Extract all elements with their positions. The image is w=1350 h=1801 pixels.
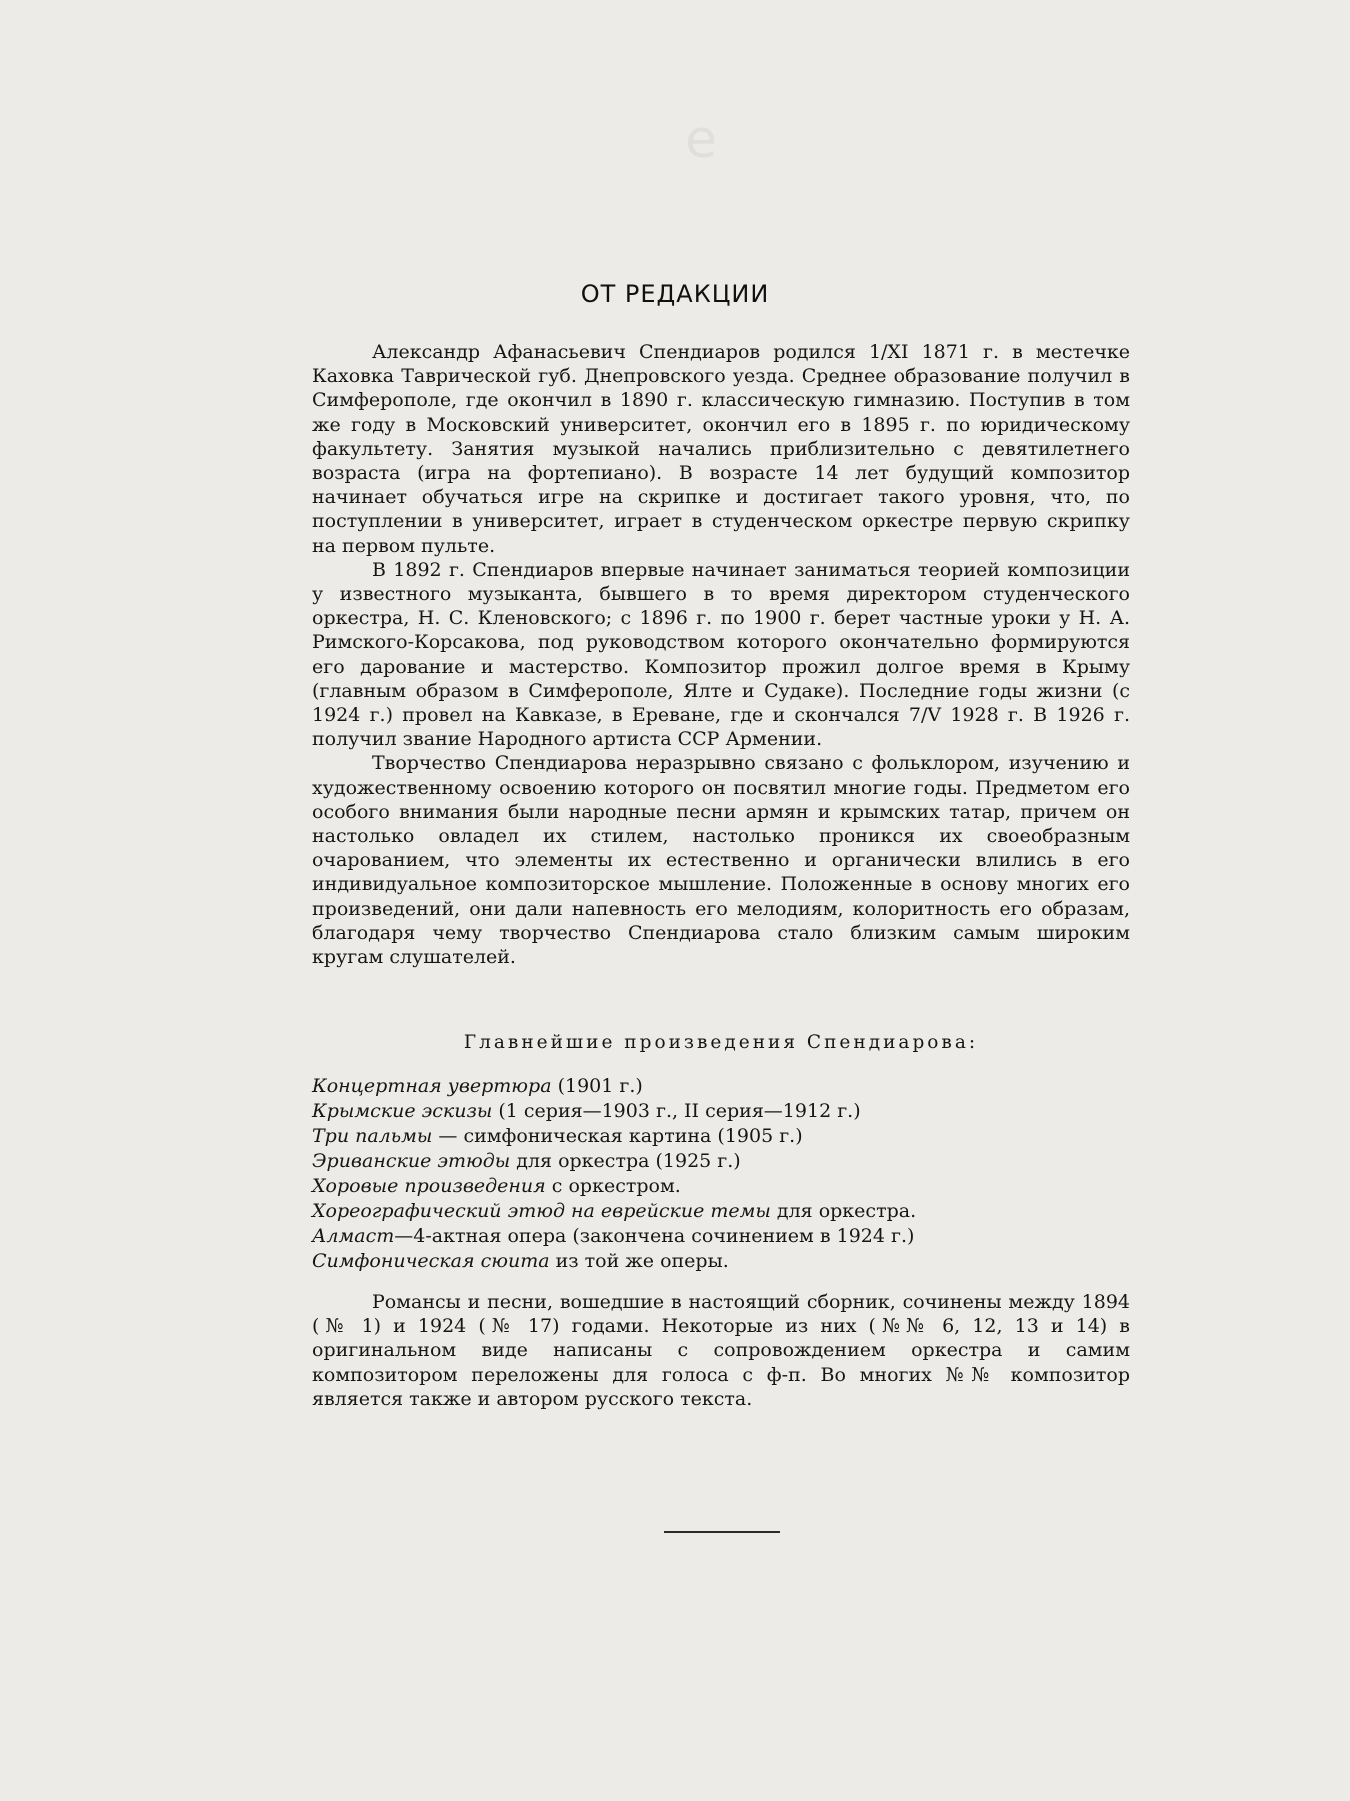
works-list [312, 1074, 1130, 1274]
list-item [312, 1174, 1130, 1199]
work-title: Хоровые произведения [312, 1175, 546, 1197]
list-item [312, 1199, 1130, 1224]
work-note: (1901 г.) [551, 1075, 643, 1097]
paragraph-career: В 1892 г. Спендиаров впервые начинает заниматься теорией композиции у известного музыканта, бывшего в то время директором студенческого оркестра, Н. С. Кленовского; с 1896 г. по 1900 г. берет частные уроки у Н. А. Римского-Корсакова, под руководством которого окончательно формируются его дарование и мастерство. Композитор прожил долгое время в Крыму (главным образом в Симферополе, Ялте и Судаке). Последние годы жизни (с 1924 г.) провел на Кавказе, в Ереване, где и скончался 7/V 1928 г. В 1926 г. получил звание Народного артиста ССР Армении. [312, 558, 1130, 751]
list-item [312, 1099, 1130, 1124]
work-title: Алмаст [312, 1225, 395, 1247]
paragraph-folklore: Творчество Спендиарова неразрывно связано с фольклором, изучению и художественному освоению которого он посвятил многие годы. Предметом его особого внимания были народные песни армян и крымских татар, причем он настолько овладел их стилем, настолько проникся их своеобразным очарованием, что элементы их естественно и органически влились в его индивидуальное композиторское мышление. Положенные в основу многих его произведений, они дали напевность его мелодиям, колоритность его образам, благодаря чему творчество Спендиарова стало близким самым широким кругам слушателей. [312, 752, 1130, 969]
work-title: Три пальмы [312, 1125, 433, 1147]
work-note: для оркестра. [770, 1200, 917, 1222]
list-item [312, 1074, 1130, 1099]
list-item [312, 1124, 1130, 1149]
page-title: ОТ РЕДАКЦИИ [580, 280, 770, 308]
list-item [312, 1224, 1130, 1249]
work-note: (1 серия—1903 г., II серия—1912 г.) [492, 1100, 861, 1122]
work-note: — симфоническая картина (1905 г.) [432, 1125, 803, 1147]
work-note: —4-актная опера (закончена сочинением в 1924 г.) [394, 1225, 915, 1247]
work-note: из той же оперы. [549, 1250, 729, 1272]
works-heading: Главнейшие произведения Спендиарова: [463, 1032, 979, 1053]
closing-divider [664, 1531, 780, 1533]
work-title: Крымские эскизы [312, 1100, 493, 1122]
intro-text [312, 340, 1130, 969]
show-through-decoration: ɘ [520, 110, 718, 170]
work-note: с оркестром. [545, 1175, 681, 1197]
work-title: Симфоническая сюита [312, 1250, 550, 1272]
work-note: для оркестра (1925 г.) [510, 1150, 741, 1172]
paragraph-biography: Александр Афанасьевич Спендиаров родился 1/XI 1871 г. в местечке Каховка Таврической губ. Днепровского уезда. Среднее образование получил в Симферополе, где окончил в 1890 г. классическую гимназию. Поступив в том же году в Московский университет, окончил его в 1895 г. по юридическому факультету. Занятия музыкой начались приблизительно с девятилетнего возраста (игра на фортепиано). В возрасте 14 лет будущий композитор начинает обучаться игре на скрипке и достигает такого уровня, что, по поступлении в университет, играет в студенческом оркестре первую скрипку на первом пульте. [312, 341, 1130, 557]
closing-text [312, 1290, 1130, 1411]
work-title: Концертная увертюра [312, 1075, 552, 1097]
work-title: Хореографический этюд на еврейские темы [312, 1200, 771, 1222]
work-title: Эриванские этюды [312, 1150, 511, 1172]
list-item [312, 1249, 1130, 1274]
list-item [312, 1149, 1130, 1174]
paragraph-collection-note: Романсы и песни, вошедшие в настоящий сборник, сочинены между 1894 (№ 1) и 1924 (№ 17) годами. Некоторые из них (№№ 6, 12, 13 и 14) в оригинальном виде написаны с сопровождением оркестра и самим композитором переложены для голоса с ф-п. Во многих №№ композитор является также и автором русского текста. [312, 1291, 1130, 1410]
